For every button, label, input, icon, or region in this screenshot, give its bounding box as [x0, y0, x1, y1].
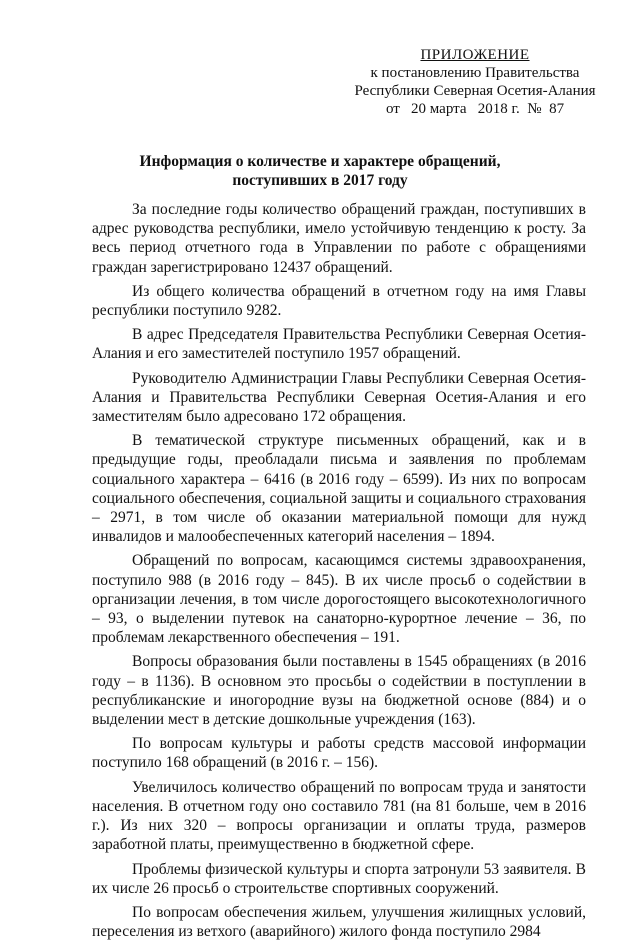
- paragraph: Обращений по вопросам, касающимся системы здравоохранения, поступило 988 (в 2016 году – 845). В их числе просьб о содействии в организации лечения, в том числе дорогостоящего высокотехнологичного – 93, о выделении путевок на санаторно-курортное лечение – 36, по проблемам лекарственного обеспечения – 191.: [92, 552, 586, 647]
- paragraph: Проблемы физической культуры и спорта затронули 53 заявителя. В их числе 26 просьб о строительстве спортивных сооружений.: [92, 860, 586, 897]
- appendix-heading: ПРИЛОЖЕНИЕ: [420, 47, 530, 63]
- appendix-header: [330, 46, 620, 118]
- appendix-line-3: от 20 марта 2018 г. № 87: [385, 101, 565, 117]
- title-line-1: Информация о количестве и характере обращений,: [139, 153, 501, 170]
- document-title: [60, 152, 580, 190]
- paragraph: За последние годы количество обращений граждан, поступивших в адрес руководства республики, имело устойчивую тенденцию к росту. За весь период отчетного года в Управлении по работе с обращениями граждан зарегистрировано 12437 обращений.: [92, 201, 586, 276]
- paragraph: По вопросам обеспечения жильем, улучшения жилищных условий, переселения из ветхого (аварийного) жилого фонда поступило 2984: [92, 903, 586, 941]
- paragraph: По вопросам культуры и работы средств массовой информации поступило 168 обращений (в 2016 г. – 156).: [92, 735, 586, 772]
- paragraph: В тематической структуре письменных обращений, как и в предыдущие годы, преобладали письма и заявления по проблемам социального характера – 6416 (в 2016 году – 6599). Из них по вопросам социального обеспечения, социальной защиты и социального страхования – 2971, в том числе об оказании материальной помощи для нужд инвалидов и малообеспеченных категорий населения – 1894.: [92, 432, 586, 546]
- paragraph: Увеличилось количество обращений по вопросам труда и занятости населения. В отчетном году оно составило 781 (на 81 больше, чем в 2016 г.). Из них 320 – вопросы организации и оплаты труда, размеров заработной платы, преимущественно в бюджетной сфере.: [92, 778, 586, 854]
- paragraph: Вопросы образования были поставлены в 1545 обращениях (в 2016 году – в 1136). В основном это просьбы о содействии в поступлении в республиканские и иногородние вузы на бюджетной основе (884) и о выделении мест в детские дошкольные учреждения (163).: [92, 653, 586, 729]
- paragraph: Руководителю Администрации Главы Республики Северная Осетия-Алания и Правительства Республики Северная Осетия-Алания и его заместителям было адресовано 172 обращения.: [92, 369, 586, 426]
- appendix-line-2: Республики Северная Осетия-Алания: [354, 83, 596, 99]
- title-line-2: поступивших в 2017 году: [232, 172, 408, 189]
- paragraph: Из общего количества обращений в отчетном году на имя Главы республики поступило 9282.: [92, 282, 586, 320]
- appendix-line-1: к постановлению Правительства: [370, 65, 580, 81]
- paragraph: В адрес Председателя Правительства Республики Северная Осетия-Алания и его заместителей поступило 1957 обращений.: [92, 326, 586, 363]
- document-body: [92, 200, 586, 946]
